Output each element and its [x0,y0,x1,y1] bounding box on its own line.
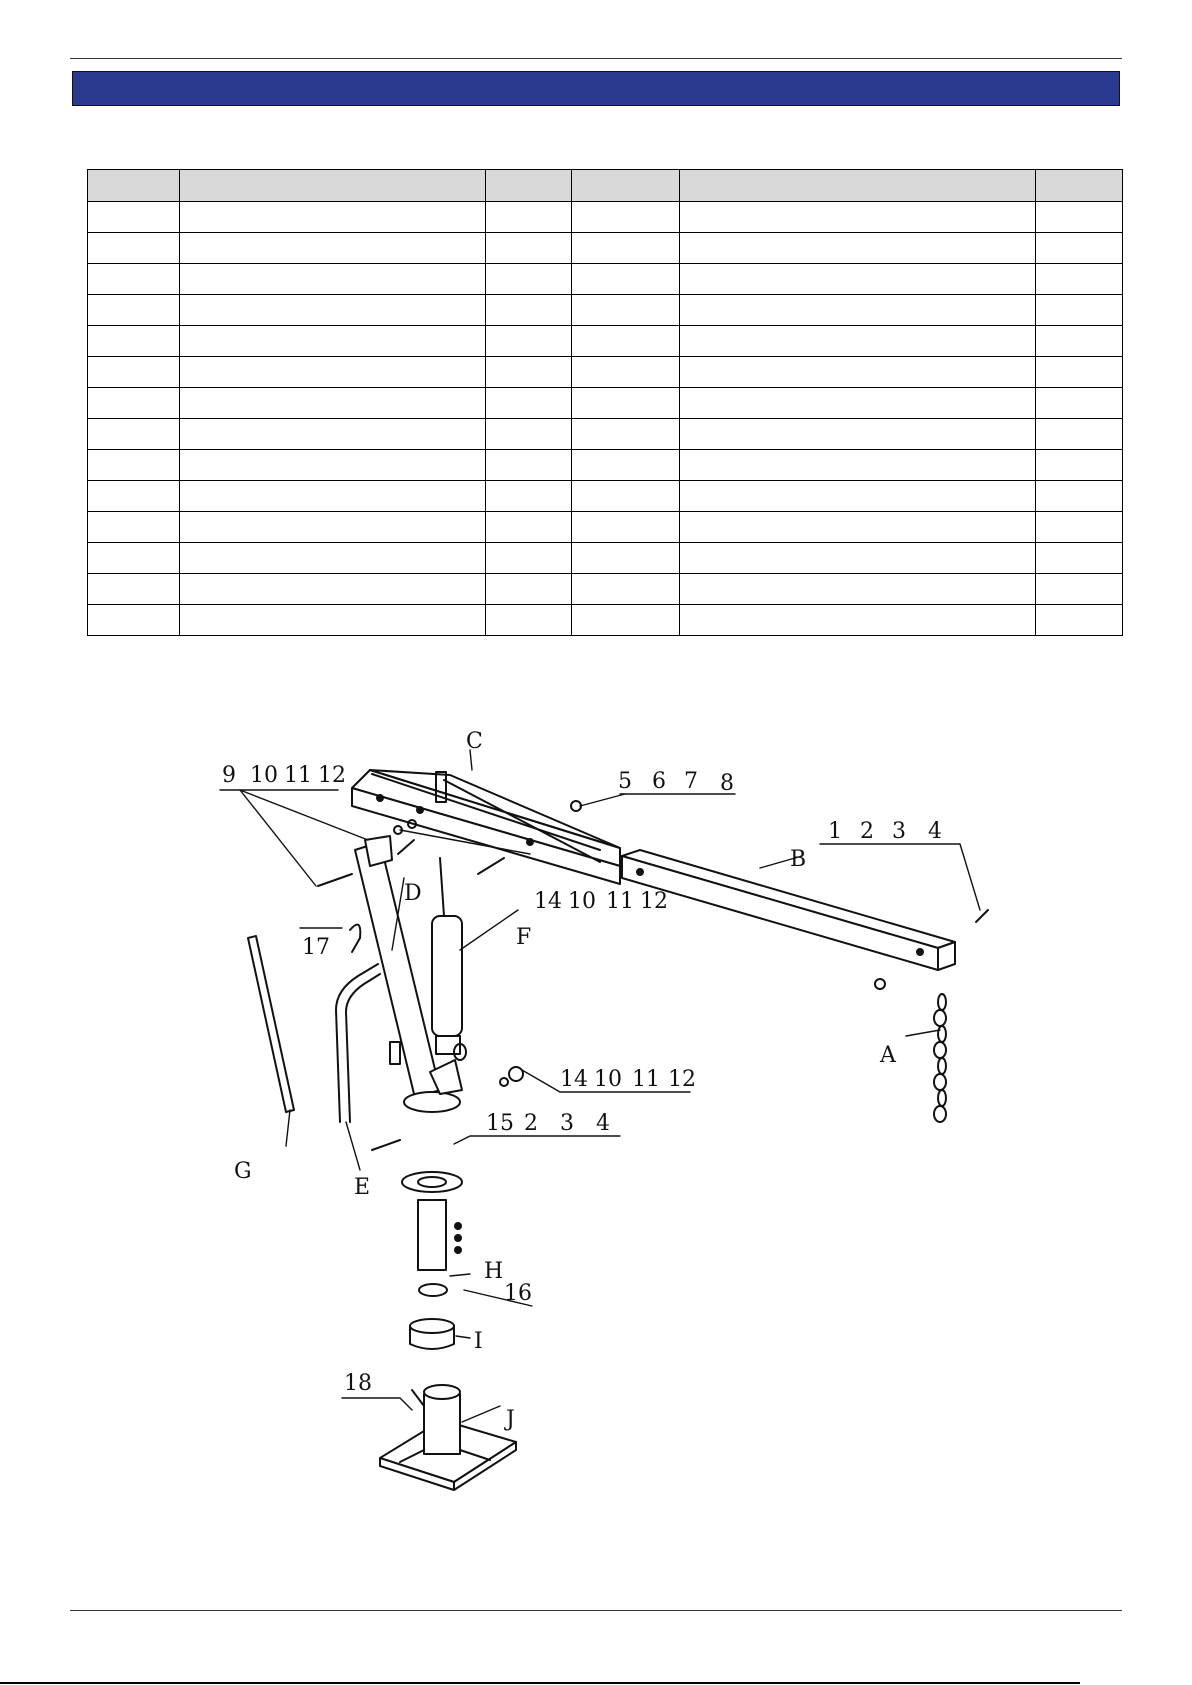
table-cell [572,264,680,295]
table-header-row [88,170,1123,202]
exploded-parts-diagram [0,690,1192,1550]
table-row [88,450,1123,481]
table-row [88,264,1123,295]
table-cell [88,326,180,357]
table-cell [572,388,680,419]
label-f: F [516,925,532,950]
label-d: D [404,881,422,906]
table-cell [180,481,486,512]
table-cell [680,574,1036,605]
table-cell [680,419,1036,450]
table-cell [88,264,180,295]
label-3: 3 [892,819,906,844]
table-cell [1036,450,1123,481]
label-12-mid: 12 [640,889,668,914]
table-cell [680,326,1036,357]
table-cell [88,543,180,574]
label-3-bottom: 3 [560,1111,574,1136]
table-cell [1036,357,1123,388]
label-4-bottom: 4 [596,1111,610,1136]
table-cell [680,233,1036,264]
table-cell [88,605,180,636]
table-cell [1036,326,1123,357]
label-11: 11 [284,763,312,788]
label-h: H [484,1259,504,1284]
table-cell [1036,233,1123,264]
col-header-no-2 [572,170,680,202]
pump-handle-e [336,964,380,1122]
table-row [88,419,1123,450]
label-g: G [234,1159,252,1184]
table-cell [572,295,680,326]
label-5: 5 [618,769,632,794]
label-7: 7 [684,769,698,794]
table-cell [180,605,486,636]
table-cell [680,512,1036,543]
table-row [88,481,1123,512]
table-cell [486,450,572,481]
label-2: 2 [860,819,874,844]
mast-base-h [402,1172,462,1270]
table-cell [180,326,486,357]
table-cell [180,357,486,388]
table-cell [572,450,680,481]
table-row [88,202,1123,233]
label-14-bottom: 14 [560,1067,588,1092]
table-cell [486,264,572,295]
section-title-bar [72,71,1120,106]
table-cell [486,326,572,357]
bushing-i [410,1319,454,1349]
table-cell [680,481,1036,512]
table-cell [572,202,680,233]
table-cell [180,543,486,574]
base-socket-j [380,1385,516,1490]
table-cell [486,481,572,512]
bearing-16 [419,1284,447,1296]
label-1: 1 [828,819,842,844]
table-cell [88,202,180,233]
table-cell [572,512,680,543]
label-12-bottom: 12 [668,1067,696,1092]
table-cell [88,357,180,388]
label-c: C [466,729,483,754]
label-b: B [790,847,807,872]
label-16: 16 [504,1281,532,1306]
col-header-qty [486,170,572,202]
table-row [88,326,1123,357]
table-cell [1036,295,1123,326]
bottom-rule [70,1610,1122,1611]
label-8: 8 [720,771,734,796]
table-row [88,295,1123,326]
table-cell [680,543,1036,574]
table-cell [486,574,572,605]
table-cell [1036,543,1123,574]
table-cell [680,357,1036,388]
table-cell [88,574,180,605]
table-cell [572,326,680,357]
table-cell [680,605,1036,636]
boom-extension-b [622,850,955,970]
table-cell [88,512,180,543]
table-row [88,543,1123,574]
hydraulic-cylinder-f [432,858,466,1060]
label-j: J [506,1407,515,1432]
table-cell [180,295,486,326]
table-cell [1036,481,1123,512]
col-header-description-2 [680,170,1036,202]
table-cell [680,450,1036,481]
table-cell [180,388,486,419]
table-cell [486,233,572,264]
table-cell [486,605,572,636]
label-11-mid: 11 [606,889,634,914]
table-row [88,388,1123,419]
table-cell [486,388,572,419]
top-rule [70,58,1122,59]
table-cell [88,450,180,481]
table-cell [180,450,486,481]
table-cell [1036,264,1123,295]
table-cell [1036,512,1123,543]
pin-17 [350,925,360,952]
table-cell [680,202,1036,233]
table-cell [1036,605,1123,636]
table-cell [88,233,180,264]
label-17: 17 [302,935,330,960]
table-cell [572,543,680,574]
chain-a [934,994,946,1122]
table-cell [486,419,572,450]
table-row [88,357,1123,388]
table-row [88,574,1123,605]
table-cell [572,419,680,450]
table-cell [486,512,572,543]
label-18: 18 [344,1371,372,1396]
table-cell [486,543,572,574]
table-cell [680,295,1036,326]
handle-g [248,936,294,1112]
label-12: 12 [318,763,346,788]
label-i: I [474,1329,483,1354]
col-header-no [88,170,180,202]
table-row [88,605,1123,636]
table-cell [88,295,180,326]
table-row [88,233,1123,264]
col-header-description [180,170,486,202]
parts-table [87,169,1123,636]
label-15: 15 [486,1111,514,1136]
label-9: 9 [222,763,236,788]
footer-rule [0,1682,1080,1684]
label-e: E [354,1175,371,1200]
table-cell [88,481,180,512]
table-cell [572,605,680,636]
col-header-qty-2 [1036,170,1123,202]
label-4: 4 [928,819,942,844]
table-cell [180,264,486,295]
label-14-top: 14 [534,889,562,914]
table-cell [1036,419,1123,450]
table-cell [572,574,680,605]
table-cell [486,295,572,326]
table-cell [1036,388,1123,419]
table-cell [680,388,1036,419]
table-cell [1036,574,1123,605]
label-a: A [880,1043,896,1068]
table-row [88,512,1123,543]
table-cell [180,202,486,233]
table-cell [88,419,180,450]
label-10-mid: 10 [568,889,596,914]
table-cell [486,202,572,233]
table-cell [180,233,486,264]
table-cell [572,481,680,512]
table-cell [572,233,680,264]
table-cell [180,419,486,450]
label-11-bottom: 11 [632,1067,660,1092]
label-10: 10 [250,763,278,788]
label-6: 6 [652,769,666,794]
label-2-bottom: 2 [524,1111,538,1136]
label-10-bottom: 10 [594,1067,622,1092]
table-cell [680,264,1036,295]
table-cell [1036,202,1123,233]
table-cell [486,357,572,388]
table-cell [180,574,486,605]
boom-frame-c [352,770,620,884]
table-cell [572,357,680,388]
table-cell [88,388,180,419]
table-cell [180,512,486,543]
